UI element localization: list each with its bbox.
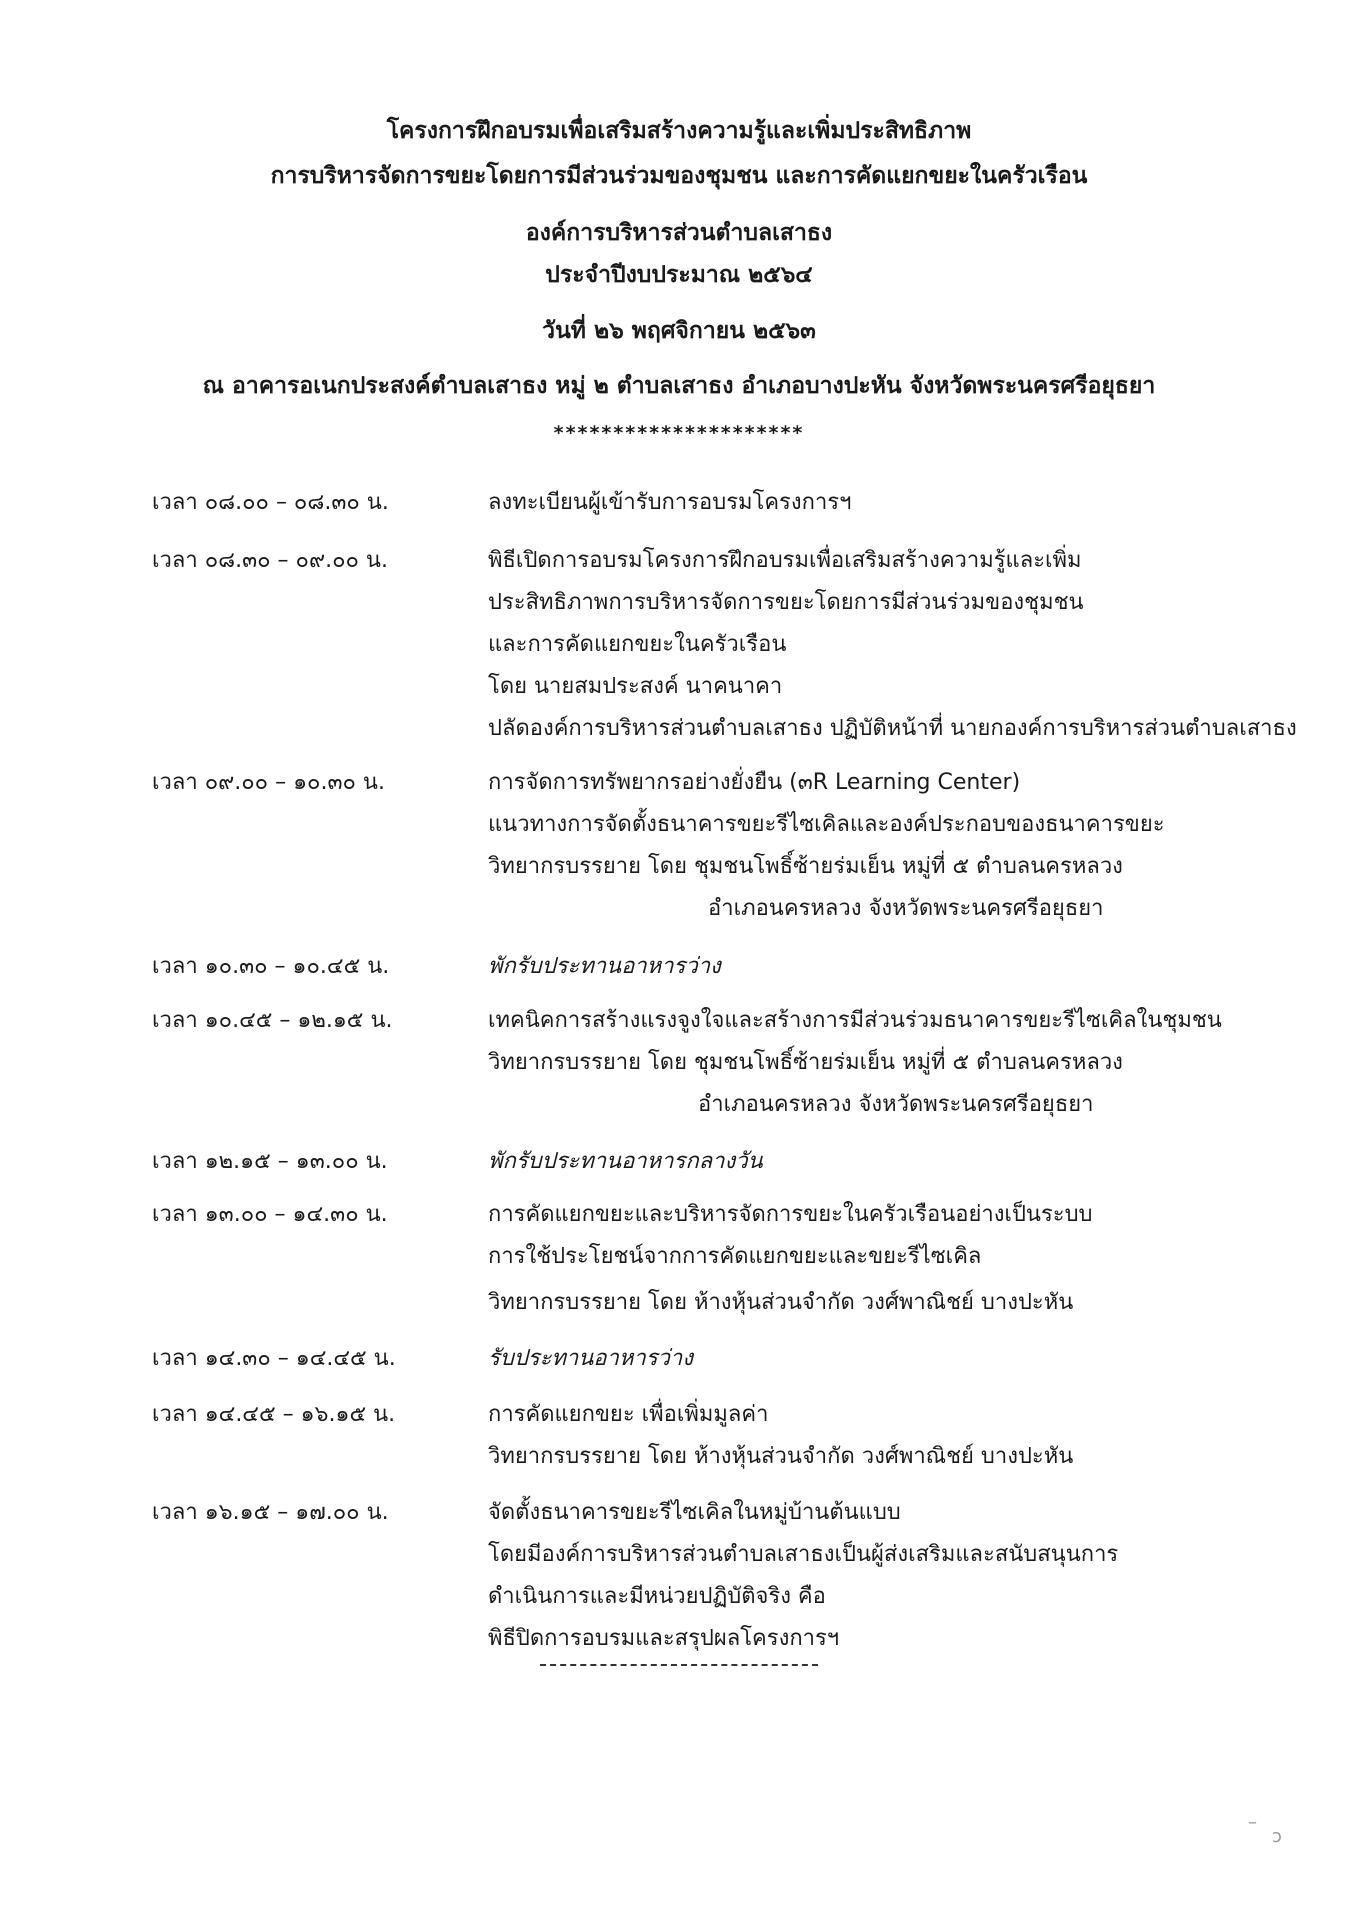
session-description: ดำเนินการและมีหน่วยปฏิบัติจริง คือ [488, 1584, 826, 1609]
session-time: เวลา ๑๖.๑๕ – ๑๗.๐๐ น. [152, 1500, 389, 1525]
session-description: การคัดแยกขยะ เพื่อเพิ่มมูลค่า [488, 1402, 769, 1427]
session-description: การใช้ประโยชน์จากการคัดแยกขยะและขยะรีไซเคิล [488, 1244, 982, 1269]
session-speaker: วิทยากรบรรยาย โดย ห้างหุ้นส่วนจำกัด วงศ์พาณิชย์ บางปะหัน [488, 1290, 1074, 1315]
session-description: พิธีปิดการอบรมและสรุปผลโครงการฯ [488, 1626, 840, 1651]
session-speaker: วิทยากรบรรยาย โดย ชุมชนโพธิ์ซ้ายร่มเย็น หมู่ที่ ๕ ตำบลนครหลวง [488, 1050, 1123, 1075]
break-label: พักรับประทานอาหารกลางวัน [488, 1149, 763, 1174]
event-venue: ณ อาคารอเนกประสงค์ตำบลเสาธง หมู่ ๒ ตำบลเสาธง อำเภอบางปะหัน จังหวัดพระนครศรีอยุธยา [202, 373, 1156, 399]
title-line-2: การบริหารจัดการขยะโดยการมีส่วนร่วมของชุมชน และการคัดแยกขยะในครัวเรือน [270, 163, 1088, 189]
session-description: แนวทางการจัดตั้งธนาคารขยะรีไซเคิลและองค์ประกอบของธนาคารขยะ [488, 812, 1165, 837]
title-line-1: โครงการฝึกอบรมเพื่อเสริมสร้างความรู้และเพิ่มประสิทธิภาพ [386, 118, 972, 144]
fiscal-year: ประจำปีงบประมาณ ๒๕๖๔ [545, 262, 813, 288]
event-date: วันที่ ๒๖ พฤศจิกายน ๒๕๖๓ [542, 318, 816, 344]
session-description: ลงทะเบียนผู้เข้ารับการอบรมโครงการฯ [488, 490, 852, 515]
session-description: การคัดแยกขยะและบริหารจัดการขยะในครัวเรือนอย่างเป็นระบบ [488, 1202, 1093, 1227]
session-speaker: โดย นายสมประสงค์ นาคนาคา [488, 674, 783, 699]
session-speaker-address: อำเภอนครหลวง จังหวัดพระนครศรีอยุธยา [708, 896, 1104, 921]
session-time: เวลา ๑๒.๑๕ – ๑๓.๐๐ น. [152, 1149, 388, 1174]
scan-mark: – [1248, 1812, 1257, 1833]
session-time: เวลา ๐๙.๐๐ – ๑๐.๓๐ น. [152, 770, 385, 795]
separator-stars: ********************* [553, 422, 805, 444]
session-description: จัดตั้งธนาคารขยะรีไซเคิลในหมู่บ้านต้นแบบ [488, 1500, 901, 1525]
session-description: โดยมีองค์การบริหารส่วนตำบลเสาธงเป็นผู้ส่งเสริมและสนับสนุนการ [488, 1542, 1119, 1567]
session-time: เวลา ๑๓.๐๐ – ๑๔.๓๐ น. [152, 1202, 388, 1227]
break-label: พักรับประทานอาหารว่าง [488, 954, 721, 979]
session-description: การจัดการทรัพยากรอย่างยั่งยืน (๓R Learning Center) [488, 770, 1021, 795]
session-speaker: วิทยากรบรรยาย โดย ชุมชนโพธิ์ซ้ายร่มเย็น หมู่ที่ ๕ ตำบลนครหลวง [488, 854, 1123, 879]
organization-name: องค์การบริหารส่วนตำบลเสาธง [525, 220, 833, 246]
scan-mark: ↄ [1272, 1826, 1282, 1847]
session-time: เวลา ๑๔.๓๐ – ๑๔.๔๕ น. [152, 1346, 396, 1371]
session-speaker: วิทยากรบรรยาย โดย ห้างหุ้นส่วนจำกัด วงศ์พาณิชย์ บางปะหัน [488, 1444, 1074, 1469]
session-description: และการคัดแยกขยะในครัวเรือน [488, 632, 787, 657]
session-speaker-title: ปลัดองค์การบริหารส่วนตำบลเสาธง ปฏิบัติหน้าที่ นายกองค์การบริหารส่วนตำบลเสาธง [488, 716, 1297, 741]
session-description: เทคนิคการสร้างแรงจูงใจและสร้างการมีส่วนร่วมธนาคารขยะรีไซเคิลในชุมชน [488, 1008, 1222, 1033]
break-label: รับประทานอาหารว่าง [488, 1346, 693, 1371]
session-time: เวลา ๐๘.๓๐ – ๐๙.๐๐ น. [152, 548, 388, 573]
session-time: เวลา ๐๘.๐๐ – ๐๘.๓๐ น. [152, 490, 389, 515]
session-time: เวลา ๑๔.๔๕ – ๑๖.๑๕ น. [152, 1402, 396, 1427]
session-time: เวลา ๑๐.๔๕ – ๑๒.๑๕ น. [152, 1008, 393, 1033]
end-divider [540, 1664, 818, 1666]
session-time: เวลา ๑๐.๓๐ – ๑๐.๔๕ น. [152, 954, 390, 979]
session-speaker-address: อำเภอนครหลวง จังหวัดพระนครศรีอยุธยา [698, 1092, 1094, 1117]
session-description: ประสิทธิภาพการบริหารจัดการขยะโดยการมีส่วนร่วมของชุมชน [488, 590, 1084, 615]
session-description: พิธีเปิดการอบรมโครงการฝึกอบรมเพื่อเสริมสร้างความรู้และเพิ่ม [488, 548, 1082, 573]
